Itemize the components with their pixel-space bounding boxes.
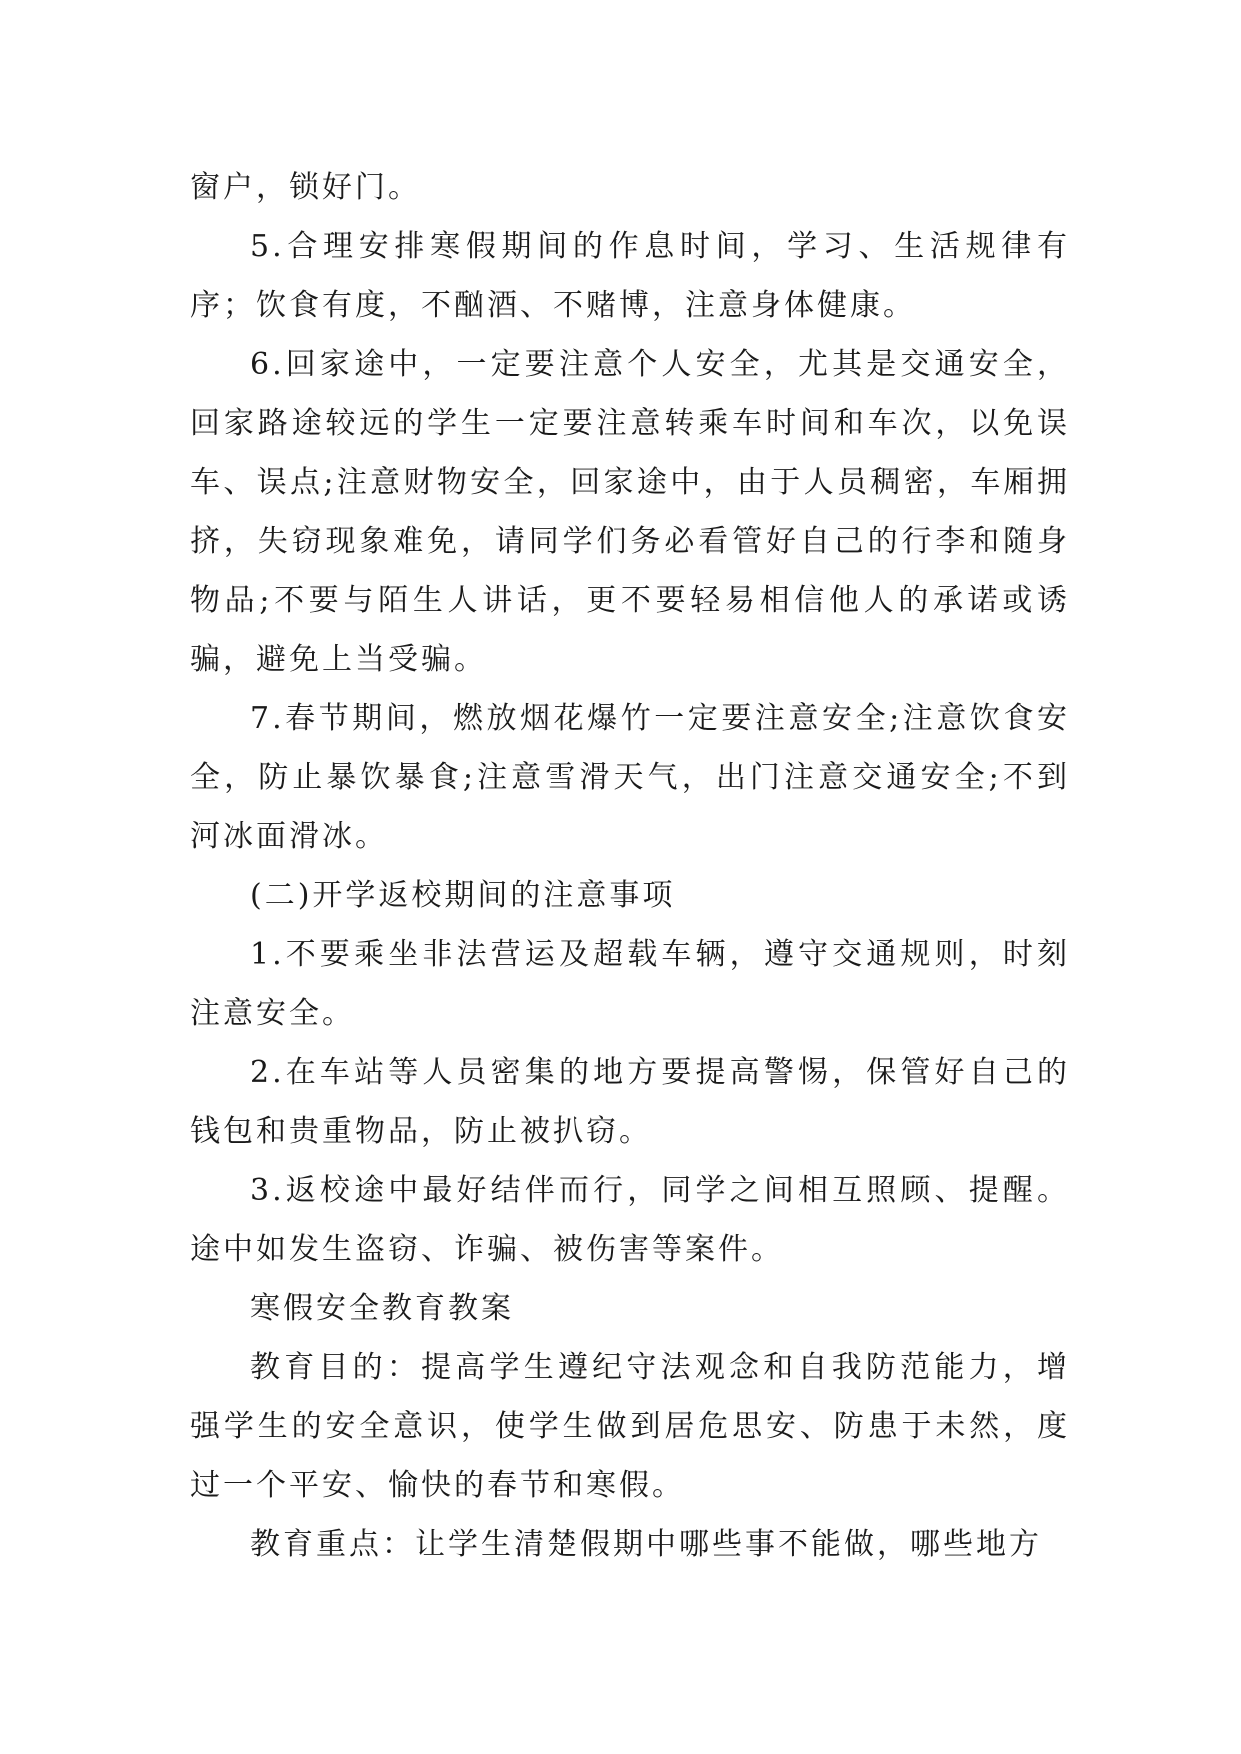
section-heading: (二)开学返校期间的注意事项 bbox=[250, 878, 676, 913]
document-body bbox=[190, 158, 1070, 1574]
education-goal: 教育目的：提高学生遵纪守法观念和自我防范能力，增强学生的安全意识，使学生做到居危思安、防患于未然，度过一个平安、愉快的春节和寒假。 bbox=[190, 1350, 1070, 1503]
lesson-plan-title: 寒假安全教育教案 bbox=[250, 1291, 514, 1326]
education-focus: 教育重点：让学生清楚假期中哪些事不能做，哪些地方 bbox=[250, 1527, 1042, 1562]
paragraph-2: 5.合理安排寒假期间的作息时间，学习、生活规律有序；饮食有度，不酗酒、不赌博，注意身体健康。 bbox=[190, 229, 1070, 323]
paragraph-3: 6.回家途中，一定要注意个人安全，尤其是交通安全，回家路途较远的学生一定要注意转乘车时间和车次，以免误车、误点;注意财物安全，回家途中，由于人员稠密，车厢拥挤，失窃现象难免，请同学们务必看管好自己的行李和随身物品;不要与陌生人讲话，更不要轻易相信他人的承诺或诱骗，避免上当受骗。 bbox=[190, 347, 1070, 677]
paragraph-7: 2.在车站等人员密集的地方要提高警惕，保管好自己的钱包和贵重物品，防止被扒窃。 bbox=[190, 1055, 1070, 1149]
paragraph-6: 1.不要乘坐非法营运及超载车辆，遵守交通规则，时刻注意安全。 bbox=[190, 937, 1070, 1031]
paragraph-8: 3.返校途中最好结伴而行，同学之间相互照顾、提醒。途中如发生盗窃、诈骗、被伤害等案件。 bbox=[190, 1173, 1070, 1267]
paragraph-1: 窗户，锁好门。 bbox=[190, 170, 421, 205]
paragraph-4: 7.春节期间，燃放烟花爆竹一定要注意安全;注意饮食安全，防止暴饮暴食;注意雪滑天气，出门注意交通安全;不到河冰面滑冰。 bbox=[190, 701, 1070, 854]
